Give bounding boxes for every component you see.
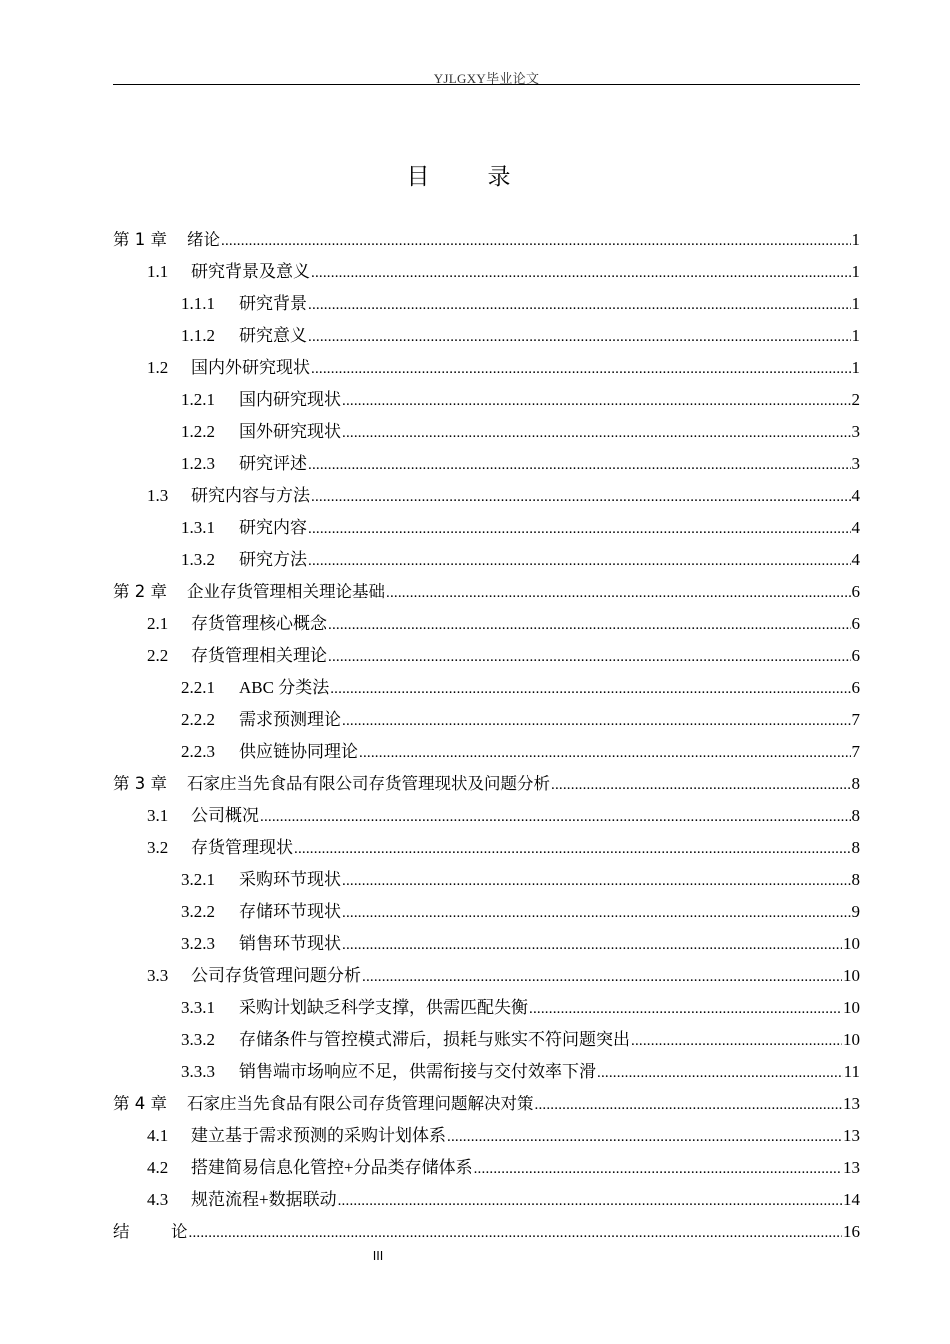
toc-entry-title: 石家庄当先食品有限公司存货管理问题解决对策: [187, 1094, 534, 1113]
toc-entry-number: 1.1: [147, 262, 169, 281]
toc-entry-number: 结: [113, 1222, 130, 1241]
toc-entry-page: 10: [843, 966, 860, 985]
toc-entry-page: 7: [851, 710, 860, 729]
toc-entry-number: 第 2 章: [113, 582, 167, 601]
toc-entry[interactable]: [113, 1024, 860, 1056]
toc-entry-page: 1: [851, 326, 860, 345]
toc-entry-number: 1.1.1: [181, 294, 215, 313]
toc-entry-title: 销售环节现状: [239, 934, 341, 953]
toc-entry-number: 2.1: [147, 614, 169, 633]
toc-entry-page: 14: [843, 1190, 860, 1209]
toc-entry-page: 4: [851, 518, 860, 537]
toc-entry-title: 绪论: [187, 230, 220, 249]
toc-entry-page: 13: [843, 1158, 860, 1177]
toc-title: 目录: [406, 164, 569, 189]
toc-entry-title: 研究意义: [239, 326, 307, 345]
toc-entry-number: 3.3: [147, 966, 169, 985]
toc-entry[interactable]: [113, 704, 860, 736]
dot-leader: [308, 321, 851, 353]
toc-entry-title: 采购环节现状: [239, 870, 341, 889]
dot-leader: [311, 481, 851, 513]
toc-entry[interactable]: [113, 512, 860, 544]
toc-entry-number: 3.2.1: [181, 870, 215, 889]
dot-leader: [447, 1121, 842, 1153]
dot-leader: [328, 641, 851, 673]
toc-entry-page: 1: [851, 230, 860, 249]
toc-entry-page: 3: [851, 422, 860, 441]
header-rule: [113, 84, 860, 85]
dot-leader: [342, 897, 851, 929]
dot-leader: [308, 545, 851, 577]
toc-entry-number: 第 4 章: [113, 1094, 167, 1113]
toc-entry[interactable]: [113, 576, 860, 608]
toc-entry-page: 10: [843, 934, 860, 953]
toc-entry-number: 1.2.3: [181, 454, 215, 473]
toc-entry[interactable]: [113, 672, 860, 704]
toc-entry-title: 国内研究现状: [239, 390, 341, 409]
toc-entry[interactable]: [113, 1184, 860, 1216]
toc-entry-page: 7: [851, 742, 860, 761]
toc-entry-number: 3.1: [147, 806, 169, 825]
toc-entry-page: 1: [851, 294, 860, 313]
toc-entry-page: 6: [851, 646, 860, 665]
dot-leader: [474, 1153, 842, 1185]
toc-entry-number: 第 3 章: [113, 774, 167, 793]
dot-leader: [311, 257, 851, 289]
toc-entry[interactable]: [113, 448, 860, 480]
toc-entry[interactable]: [113, 1120, 860, 1152]
dot-leader: [342, 417, 851, 449]
toc-entry[interactable]: [113, 896, 860, 928]
toc-entry-number: 3.2.2: [181, 902, 215, 921]
toc-entry[interactable]: [113, 352, 860, 384]
table-of-contents: [113, 224, 860, 1248]
toc-entry-page: 11: [843, 1062, 860, 1081]
dot-leader: [359, 737, 851, 769]
toc-entry[interactable]: [113, 1088, 860, 1120]
toc-entry-page: 13: [843, 1126, 860, 1145]
toc-entry-title: 存储条件与管控模式滞后，损耗与账实不符问题突出: [239, 1030, 630, 1049]
toc-entry-number: 2.2: [147, 646, 169, 665]
toc-entry-number: 1.2: [147, 358, 169, 377]
toc-entry-page: 9: [851, 902, 860, 921]
dot-leader: [342, 929, 842, 961]
toc-entry-number: 1.3.1: [181, 518, 215, 537]
toc-entry-page: 8: [851, 870, 860, 889]
toc-entry[interactable]: [113, 736, 860, 768]
toc-entry-number: 2.2.1: [181, 678, 215, 697]
toc-entry-page: 1: [851, 262, 860, 281]
toc-entry-page: 8: [851, 774, 860, 793]
toc-entry[interactable]: [113, 800, 860, 832]
dot-leader: [597, 1057, 843, 1089]
toc-entry[interactable]: [113, 992, 860, 1024]
dot-leader: [328, 609, 851, 641]
dot-leader: [631, 1025, 842, 1057]
toc-entry[interactable]: [113, 288, 860, 320]
toc-entry[interactable]: [113, 320, 860, 352]
toc-entry[interactable]: [113, 1056, 860, 1088]
toc-entry-page: 13: [843, 1094, 860, 1113]
toc-entry-page: 16: [843, 1222, 860, 1241]
dot-leader: [338, 1185, 842, 1217]
toc-entry-number: 1.2.1: [181, 390, 215, 409]
toc-entry-page: 6: [851, 614, 860, 633]
toc-entry[interactable]: [113, 640, 860, 672]
dot-leader: [386, 577, 851, 609]
toc-entry[interactable]: [113, 768, 860, 800]
dot-leader: [535, 1089, 843, 1121]
toc-entry-number: 2.2.2: [181, 710, 215, 729]
dot-leader: [308, 289, 851, 321]
toc-entry-title: 搭建简易信息化管控+分品类存储体系: [191, 1158, 473, 1177]
toc-entry-title: 企业存货管理相关理论基础: [187, 582, 385, 601]
toc-entry[interactable]: [113, 384, 860, 416]
toc-entry-title: 存货管理核心概念: [191, 614, 327, 633]
toc-entry-number: 4.3: [147, 1190, 169, 1209]
toc-entry-page: 10: [843, 998, 860, 1017]
dot-leader: [189, 1217, 843, 1249]
toc-entry-number: 1.3: [147, 486, 169, 505]
toc-entry-title: 研究方法: [239, 550, 307, 569]
toc-entry-title: 国内外研究现状: [191, 358, 310, 377]
toc-entry-title: 存货管理现状: [191, 838, 293, 857]
toc-entry-page: 6: [851, 582, 860, 601]
toc-entry-number: 4.2: [147, 1158, 169, 1177]
toc-entry-title: 研究背景: [239, 294, 307, 313]
toc-entry-number: 1.2.2: [181, 422, 215, 441]
dot-leader: [342, 705, 851, 737]
toc-entry[interactable]: [113, 960, 860, 992]
toc-entry-title: 存货管理相关理论: [191, 646, 327, 665]
dot-leader: [294, 833, 851, 865]
toc-entry-title: 存储环节现状: [239, 902, 341, 921]
dot-leader: [221, 225, 851, 257]
toc-entry-number: 3.2.3: [181, 934, 215, 953]
toc-entry-page: 1: [851, 358, 860, 377]
dot-leader: [308, 449, 851, 481]
toc-entry-page: 10: [843, 1030, 860, 1049]
toc-entry[interactable]: [113, 928, 860, 960]
toc-entry-title: 公司存货管理问题分析: [191, 966, 361, 985]
dot-leader: [342, 385, 851, 417]
toc-entry-title: 研究内容: [239, 518, 307, 537]
page-number: III: [372, 1249, 384, 1263]
toc-entry[interactable]: [113, 832, 860, 864]
toc-entry[interactable]: [113, 416, 860, 448]
toc-entry-number: 1.1.2: [181, 326, 215, 345]
toc-entry[interactable]: [113, 224, 860, 256]
toc-entry-number: 3.3.3: [181, 1062, 215, 1081]
toc-entry-number: 3.3.2: [181, 1030, 215, 1049]
toc-entry-number: 1.3.2: [181, 550, 215, 569]
toc-entry[interactable]: [113, 544, 860, 576]
toc-entry-number: 3.2: [147, 838, 169, 857]
dot-leader: [551, 769, 851, 801]
toc-entry-page: 4: [851, 550, 860, 569]
toc-entry-title: 研究内容与方法: [191, 486, 310, 505]
toc-entry[interactable]: [113, 608, 860, 640]
toc-entry[interactable]: [113, 864, 860, 896]
toc-entry-page: 4: [851, 486, 860, 505]
toc-entry-page: 6: [851, 678, 860, 697]
toc-entry-page: 8: [851, 838, 860, 857]
toc-entry[interactable]: [113, 480, 860, 512]
toc-entry-title: 规范流程+数据联动: [191, 1190, 337, 1209]
toc-entry-title: 石家庄当先食品有限公司存货管理现状及问题分析: [187, 774, 550, 793]
toc-entry[interactable]: [113, 1216, 860, 1248]
toc-entry-title: 采购计划缺乏科学支撑，供需匹配失衡: [239, 998, 528, 1017]
dot-leader: [260, 801, 851, 833]
toc-entry-title: 供应链协同理论: [239, 742, 358, 761]
toc-entry-title: 论: [171, 1222, 188, 1241]
toc-entry-title: 公司概况: [191, 806, 259, 825]
toc-entry-title: 研究背景及意义: [191, 262, 310, 281]
toc-entry-title: ABC 分类法: [239, 678, 330, 697]
toc-entry-title: 国外研究现状: [239, 422, 341, 441]
dot-leader: [342, 865, 851, 897]
toc-entry-title: 建立基于需求预测的采购计划体系: [191, 1126, 446, 1145]
toc-entry-page: 3: [851, 454, 860, 473]
toc-entry[interactable]: [113, 256, 860, 288]
dot-leader: [362, 961, 842, 993]
toc-entry-number: 2.2.3: [181, 742, 215, 761]
dot-leader: [311, 353, 851, 385]
page-header: YJLGXY毕业论文: [433, 71, 540, 86]
toc-entry[interactable]: [113, 1152, 860, 1184]
dot-leader: [308, 513, 851, 545]
toc-entry-number: 4.1: [147, 1126, 169, 1145]
dot-leader: [330, 673, 850, 705]
toc-entry-page: 2: [851, 390, 860, 409]
toc-entry-number: 第 1 章: [113, 230, 167, 249]
dot-leader: [529, 993, 842, 1025]
toc-entry-title: 销售端市场响应不足，供需衔接与交付效率下滑: [239, 1062, 596, 1081]
toc-entry-page: 8: [851, 806, 860, 825]
toc-entry-number: 3.3.1: [181, 998, 215, 1017]
toc-entry-title: 需求预测理论: [239, 710, 341, 729]
toc-entry-title: 研究评述: [239, 454, 307, 473]
